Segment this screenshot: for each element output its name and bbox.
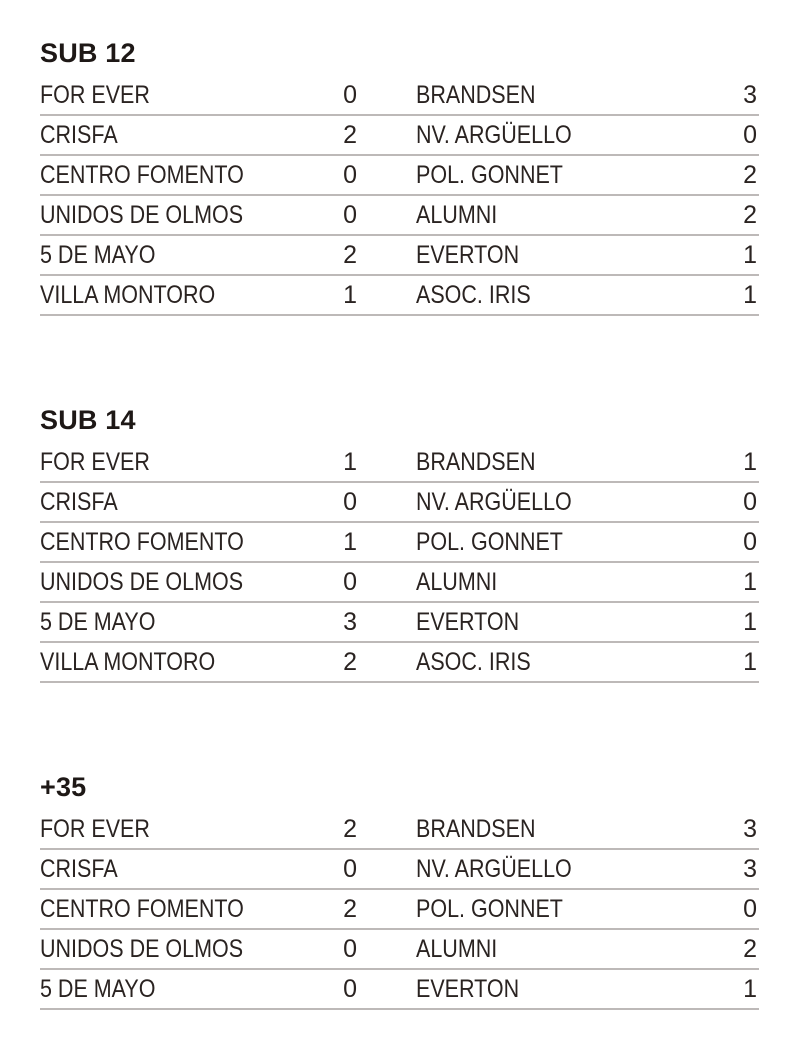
away-score: 1 — [743, 568, 757, 596]
home-team: UNIDOS DE OLMOS — [40, 568, 244, 596]
away-team: POL. GONNET — [416, 895, 563, 923]
match-list — [40, 76, 759, 316]
match-row — [40, 196, 759, 236]
home-team: CENTRO FOMENTO — [40, 895, 244, 923]
section-title: SUB 12 — [40, 38, 136, 68]
match-row — [40, 156, 759, 196]
away-team: ALUMNI — [416, 201, 498, 229]
home-team: FOR EVER — [40, 815, 150, 843]
home-score: 0 — [343, 975, 357, 1003]
home-score: 3 — [343, 608, 357, 636]
home-score: 0 — [343, 81, 357, 109]
away-team: BRANDSEN — [416, 81, 536, 109]
home-team: VILLA MONTORO — [40, 281, 216, 309]
home-team: CRISFA — [40, 121, 118, 149]
away-team: EVERTON — [416, 975, 520, 1003]
away-team: POL. GONNET — [416, 161, 563, 189]
home-team: 5 DE MAYO — [40, 608, 156, 636]
home-score: 2 — [343, 121, 357, 149]
away-team: NV. ARGÜELLO — [416, 488, 572, 516]
away-team: POL. GONNET — [416, 528, 563, 556]
section-plus-35 — [40, 770, 759, 1010]
away-score: 1 — [743, 281, 757, 309]
away-score: 3 — [743, 81, 757, 109]
away-score: 1 — [743, 241, 757, 269]
home-team: UNIDOS DE OLMOS — [40, 935, 244, 963]
match-row — [40, 970, 759, 1010]
away-score: 0 — [743, 895, 757, 923]
home-team: UNIDOS DE OLMOS — [40, 201, 244, 229]
match-row — [40, 116, 759, 156]
away-score: 0 — [743, 528, 757, 556]
home-team: FOR EVER — [40, 448, 150, 476]
home-team: 5 DE MAYO — [40, 241, 156, 269]
away-score: 1 — [743, 608, 757, 636]
home-score: 2 — [343, 648, 357, 676]
home-score: 2 — [343, 895, 357, 923]
away-score: 3 — [743, 855, 757, 883]
away-score: 0 — [743, 121, 757, 149]
home-team: CENTRO FOMENTO — [40, 161, 244, 189]
section-sub-14 — [40, 403, 759, 683]
section-sub-12 — [40, 36, 759, 316]
away-score: 2 — [743, 935, 757, 963]
home-score: 0 — [343, 161, 357, 189]
match-list — [40, 443, 759, 683]
home-score: 0 — [343, 201, 357, 229]
match-row — [40, 276, 759, 316]
away-score: 2 — [743, 201, 757, 229]
away-score: 0 — [743, 488, 757, 516]
match-row — [40, 523, 759, 563]
home-score: 0 — [343, 568, 357, 596]
away-team: ALUMNI — [416, 935, 498, 963]
away-score: 3 — [743, 815, 757, 843]
away-team: NV. ARGÜELLO — [416, 121, 572, 149]
away-score: 2 — [743, 161, 757, 189]
away-team: EVERTON — [416, 241, 520, 269]
match-row — [40, 563, 759, 603]
home-team: FOR EVER — [40, 81, 150, 109]
away-team: BRANDSEN — [416, 815, 536, 843]
home-score: 1 — [343, 281, 357, 309]
section-title: SUB 14 — [40, 405, 136, 435]
home-score: 2 — [343, 241, 357, 269]
away-team: ALUMNI — [416, 568, 498, 596]
away-score: 1 — [743, 975, 757, 1003]
home-team: CENTRO FOMENTO — [40, 528, 244, 556]
match-row — [40, 643, 759, 683]
match-row — [40, 890, 759, 930]
away-team: EVERTON — [416, 608, 520, 636]
home-score: 1 — [343, 528, 357, 556]
home-team: 5 DE MAYO — [40, 975, 156, 1003]
away-team: ASOC. IRIS — [416, 648, 531, 676]
match-list — [40, 810, 759, 1010]
match-row — [40, 76, 759, 116]
match-row — [40, 810, 759, 850]
home-score: 0 — [343, 488, 357, 516]
home-score: 0 — [343, 855, 357, 883]
section-title: +35 — [40, 772, 87, 802]
home-score: 2 — [343, 815, 357, 843]
away-score: 1 — [743, 648, 757, 676]
match-row — [40, 603, 759, 643]
home-team: CRISFA — [40, 488, 118, 516]
match-row — [40, 483, 759, 523]
home-team: VILLA MONTORO — [40, 648, 216, 676]
home-team: CRISFA — [40, 855, 118, 883]
away-team: ASOC. IRIS — [416, 281, 531, 309]
away-score: 1 — [743, 448, 757, 476]
home-score: 0 — [343, 935, 357, 963]
away-team: NV. ARGÜELLO — [416, 855, 572, 883]
home-score: 1 — [343, 448, 357, 476]
match-row — [40, 236, 759, 276]
match-row — [40, 443, 759, 483]
match-row — [40, 850, 759, 890]
away-team: BRANDSEN — [416, 448, 536, 476]
match-row — [40, 930, 759, 970]
